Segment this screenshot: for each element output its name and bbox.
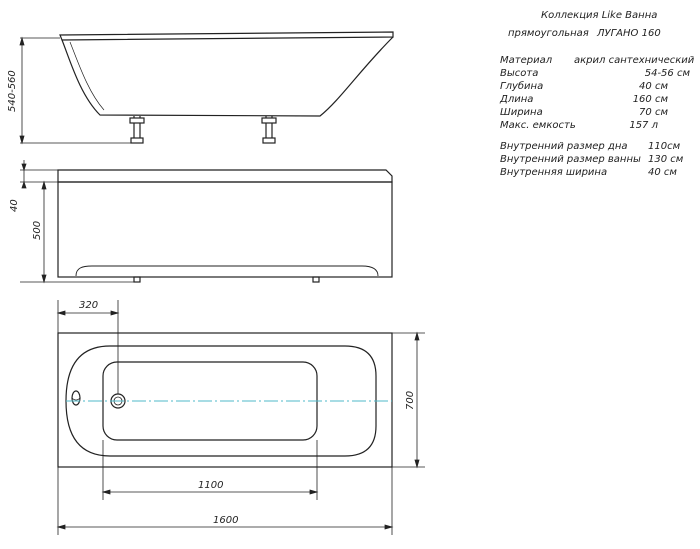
spec-value: 70 см (639, 107, 668, 118)
collection-title: Коллекция Like Ванна (541, 10, 658, 21)
bath-model: ЛУГАНО 160 (597, 28, 661, 39)
panel-rim (58, 170, 392, 182)
panel-feet (134, 277, 319, 282)
inner-spec-table (500, 141, 684, 180)
bath-shape: прямоугольная (508, 28, 589, 39)
spec-label: Ширина (500, 107, 543, 118)
plan-outer-rim (58, 333, 392, 467)
bath-legs (130, 116, 276, 143)
rim-height-label: 40 (9, 199, 20, 212)
spec-value: 160 см (632, 94, 668, 105)
bath-body (62, 37, 393, 116)
spec-row-height (500, 68, 690, 81)
inner-spec-row (500, 167, 677, 180)
spec-label: Высота (500, 68, 539, 79)
panel-body (58, 182, 392, 277)
spec-row-length (500, 94, 690, 107)
inner-spec-row (500, 141, 681, 154)
overflow-icon (72, 391, 80, 405)
bath-body-inner (70, 42, 104, 110)
panel-skirt (76, 266, 378, 276)
height-range-label: 540-560 (7, 70, 18, 112)
spec-value: 40 см (639, 81, 668, 92)
spec-row-material (500, 55, 695, 68)
spec-label: Глубина (500, 81, 544, 92)
inner-spec-value: 40 см (648, 167, 677, 178)
inner-spec-label: Внутренний размер дна (500, 141, 628, 152)
spec-label: Макс. емкость (500, 120, 576, 131)
panel-height-label: 500 (32, 220, 43, 240)
inner-spec-value: 110см (648, 141, 681, 152)
front-panel-view (20, 160, 392, 282)
drain-offset-label: 320 (79, 300, 99, 311)
spec-value: 157 л (629, 120, 658, 131)
inner-spec-value: 130 см (648, 154, 684, 165)
total-length-label: 1600 (213, 515, 239, 526)
spec-label: Длина (500, 94, 534, 105)
side-profile-view (20, 32, 393, 143)
spec-table (500, 55, 695, 133)
spec-row-capacity (500, 120, 690, 133)
plan-dimensions (58, 300, 425, 535)
spec-row-depth (500, 81, 690, 94)
spec-row-width (500, 107, 690, 120)
width-label: 700 (405, 390, 416, 410)
inner-spec-label: Внутренняя ширина (500, 167, 608, 178)
spec-value: 54-56 см (644, 68, 690, 79)
spec-value: акрил сантехнический (574, 55, 695, 66)
bath-rim (60, 32, 393, 40)
top-plan-view (58, 333, 392, 467)
inner-spec-row (500, 154, 684, 167)
spec-label: Материал (500, 55, 553, 66)
height-dimension (20, 38, 135, 143)
inner-spec-label: Внутренний размер ванны (500, 154, 641, 165)
bottom-length-label: 1100 (198, 480, 224, 491)
